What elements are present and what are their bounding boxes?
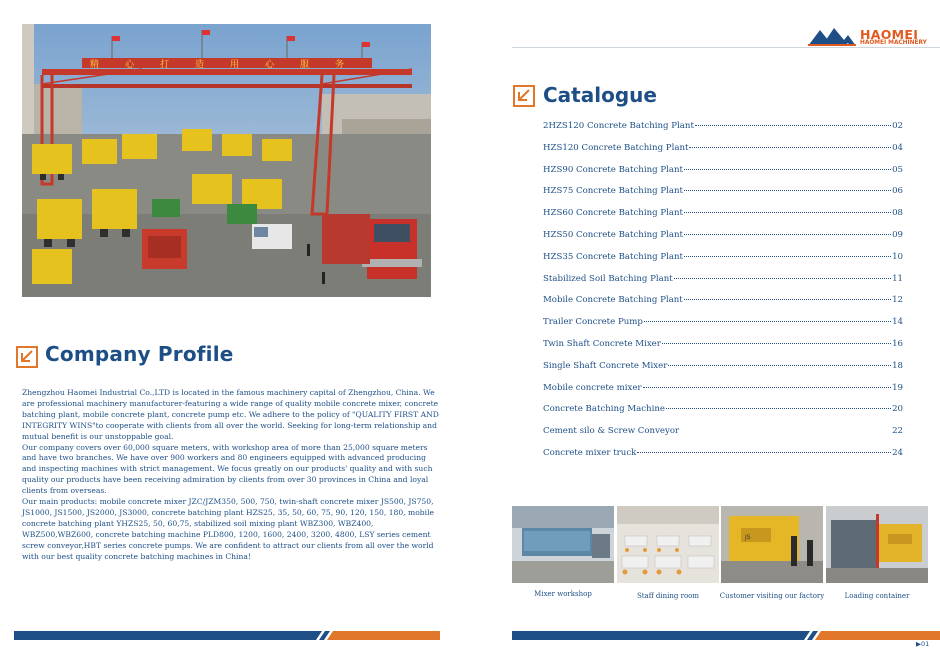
toc-title: Trailer Concrete Pump: [543, 317, 643, 328]
toc-leader: [643, 387, 892, 388]
photo-caption: Customer visiting our factory: [719, 592, 825, 600]
toc-title: Cement silo & Screw Conveyor: [543, 426, 680, 437]
toc-entry[interactable]: [543, 317, 903, 339]
toc-entry[interactable]: [543, 448, 903, 470]
toc-title: HZS120 Concrete Batching Plant: [543, 142, 689, 153]
toc-page: 08: [892, 208, 903, 219]
toc-title: Twin Shaft Concrete Mixer: [543, 338, 661, 349]
banner-char: 用: [230, 60, 240, 70]
toc-leader: [684, 234, 891, 235]
toc-entry[interactable]: [543, 404, 903, 426]
loading-container-photo: [826, 506, 928, 583]
section-arrow-icon: [16, 346, 38, 368]
toc-page: 12: [892, 295, 903, 306]
toc-leader: [674, 278, 891, 279]
profile-paragraph: Zhengzhou Haomei Industrial Co.,LTD is located in the famous machinery capital of Zhengzhou, China. We are professional machinery manufacturer-featuring a wide range of quality mobile concrete mixer, concrete batching plant, mobile concrete plant, concrete pump etc. We adhere to the policy of "QUALITY FIRST AND INTEGRITY WINS"to cooperate with clients from all over the world. Seeking for long-term relationship and mutual benefit is our unstoppable goal.: [22, 388, 439, 441]
toc-leader: [689, 147, 891, 148]
photo-caption: Staff dining room: [636, 592, 700, 600]
toc-leader: [695, 125, 891, 126]
footer-stripe-left: [14, 631, 440, 640]
banner-char: 精: [90, 60, 100, 70]
haomei-logo-mark: [808, 25, 856, 47]
toc-page: 20: [892, 404, 903, 415]
logo-name: HAOMEI: [860, 27, 919, 42]
profile-paragraph: Our main products: mobile concrete mixer JZC/JZM350, 500, 750, twin-shaft concrete mixer JS500, JS750, JS1000, JS1500, JS2000, JS3000, concrete batching plant HZS25, 35, 50, 60, 75, 90, 120, 150, 180, mobile concrete batching plant YHZS25, 50, 60,75, stabilized soil mixing plant WBZ300, WBZ400, WBZ500,WBZ600, concrete batching machine PLD800, 1200, 1600, 2400, 3200, 4800, LSY series cement screw conveyor,HBT series concrete pumps. We are confident to attract our clients from all over the world with our best quality concrete batching machines in China!: [22, 497, 434, 561]
banner-char: 造: [195, 60, 205, 70]
customer-visiting-photo: [721, 506, 823, 583]
toc-entry[interactable]: [543, 295, 903, 317]
toc-title: Mobile concrete mixer: [543, 382, 642, 393]
toc-page: 10: [892, 251, 903, 262]
photo-caption: Loading container: [844, 592, 910, 600]
toc-entry[interactable]: [543, 186, 903, 208]
toc-leader: [684, 256, 891, 257]
toc-title: HZS50 Concrete Batching Plant: [543, 229, 683, 240]
toc-page: 05: [892, 164, 903, 175]
staff-dining-room-photo: [617, 506, 719, 583]
toc-entry[interactable]: [543, 121, 903, 143]
banner-char: 务: [335, 60, 345, 70]
factory-yard-photo: [22, 24, 431, 297]
toc-title: 2HZS120 Concrete Batching Plant: [543, 121, 694, 131]
toc-entry[interactable]: [543, 252, 903, 274]
toc-entry[interactable]: [543, 165, 903, 187]
toc-page: 19: [892, 382, 903, 393]
svg-text:JS: JS: [745, 534, 751, 541]
toc-leader: [637, 452, 891, 453]
toc-page: 18: [892, 360, 903, 371]
toc-page: 24: [892, 447, 903, 458]
toc-entry[interactable]: [543, 143, 903, 165]
toc-title: Concrete mixer truck: [543, 447, 637, 458]
toc-title: Stabilized Soil Batching Plant: [543, 273, 673, 284]
toc-leader: [644, 321, 891, 322]
toc-page: 22: [892, 426, 903, 437]
toc-page: 14: [892, 317, 903, 328]
toc-title: HZS60 Concrete Batching Plant: [543, 208, 683, 219]
toc-page: 16: [892, 338, 903, 349]
banner-char: 服: [300, 60, 310, 70]
toc-entry[interactable]: [543, 361, 903, 383]
toc-title: HZS75 Concrete Batching Plant: [543, 186, 683, 197]
page-number: ▶01: [916, 640, 930, 648]
toc-entry[interactable]: [543, 230, 903, 252]
logo-subtitle: HAOMEI MACHINERY: [860, 40, 927, 46]
toc-page: 04: [892, 142, 903, 153]
toc-title: Concrete Batching Machine: [543, 404, 665, 415]
banner-char: 打: [160, 60, 170, 70]
toc-title: HZS35 Concrete Batching Plant: [543, 251, 683, 262]
section-arrow-icon: [513, 85, 535, 107]
toc-entry[interactable]: [543, 383, 903, 405]
toc-title: HZS90 Concrete Batching Plant: [543, 164, 683, 175]
haomei-logo: [808, 25, 940, 49]
toc-entry[interactable]: [543, 274, 903, 296]
table-of-contents: [543, 121, 903, 470]
banner-char: 心: [265, 60, 275, 70]
toc-title: Single Shaft Concrete Mixer: [543, 360, 668, 371]
toc-page: 11: [892, 273, 903, 284]
toc-leader: [668, 365, 891, 366]
mixer-workshop-photo: [512, 506, 614, 583]
toc-page: 02: [892, 121, 903, 131]
photo-caption: Mixer workshop: [534, 590, 592, 598]
toc-leader: [684, 212, 891, 213]
toc-leader: [684, 299, 891, 300]
profile-paragraph: Our company covers over 60,000 square meters, with workshop area of more than 25,000 square meters and have two branches. We have over 900 workers and 80 engineers equipped with advanced producing and inspecting machines with strict management. We focus greatly on our products' quality and with such quality our products have been receiving admiration by clients from over 30 provinces in China and loyal clients from overseas.: [22, 442, 433, 496]
toc-entry[interactable]: [543, 426, 903, 448]
company-profile-heading: Company Profile: [45, 342, 234, 366]
company-profile-text: [22, 388, 440, 563]
toc-page: 09: [892, 229, 903, 240]
toc-leader: [684, 169, 891, 170]
toc-entry[interactable]: [543, 339, 903, 361]
toc-leader: [662, 343, 891, 344]
toc-title: Mobile Concrete Batching Plant: [543, 295, 683, 306]
toc-entry[interactable]: [543, 208, 903, 230]
banner-char: 心: [125, 60, 135, 70]
catalogue-heading: Catalogue: [543, 83, 657, 107]
toc-leader: [684, 190, 891, 191]
toc-leader: [666, 408, 891, 409]
toc-page: 06: [892, 186, 903, 197]
footer-stripe-right: [512, 631, 940, 640]
